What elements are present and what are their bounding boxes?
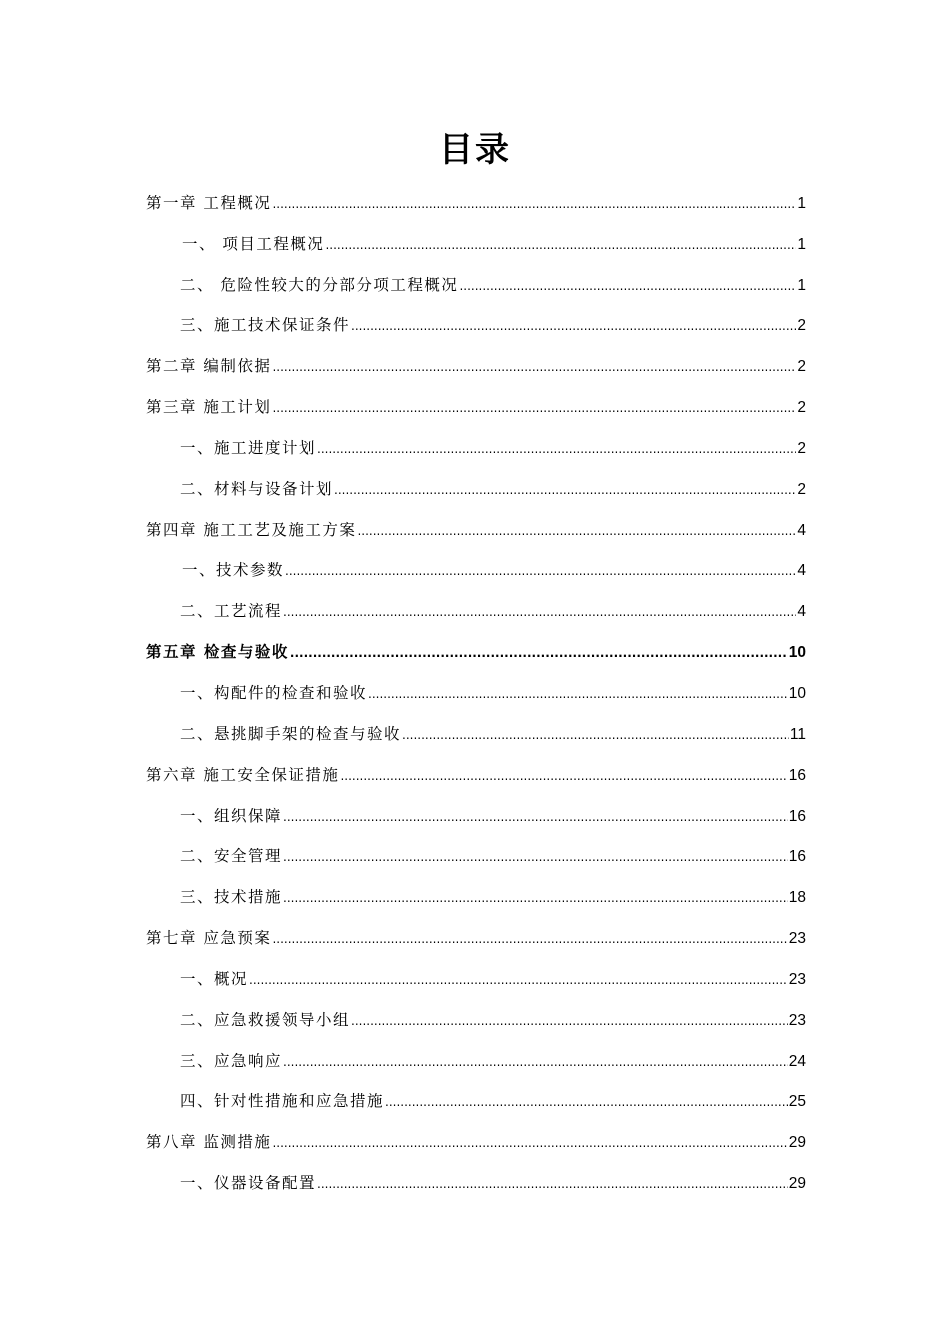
toc-label: 三、施工技术保证条件 <box>180 316 351 334</box>
toc-entry[interactable] <box>0 598 950 624</box>
toc-page-number: 11 <box>789 726 806 743</box>
toc-page-number: 18 <box>788 889 806 906</box>
toc-entry[interactable] <box>0 1048 950 1074</box>
toc-entry[interactable] <box>0 762 950 788</box>
toc-entry[interactable] <box>0 435 950 461</box>
toc-label: 二、悬挑脚手架的检查与验收 <box>180 725 402 743</box>
toc-entry[interactable] <box>0 353 950 379</box>
toc-entry[interactable] <box>0 1088 950 1114</box>
toc-label: 第四章 施工工艺及施工方案 <box>146 521 357 539</box>
toc-page-number: 4 <box>797 562 806 579</box>
toc-page-number: 16 <box>788 767 806 784</box>
toc-leader-dots <box>283 844 788 870</box>
toc-page-number: 2 <box>797 358 806 375</box>
toc-page-number: 10 <box>788 644 806 661</box>
toc-page-number: 1 <box>797 236 806 253</box>
toc-entry[interactable] <box>0 1007 950 1033</box>
toc-label: 二、材料与设备计划 <box>180 480 334 498</box>
toc-entry[interactable] <box>0 803 950 829</box>
toc-entry[interactable] <box>0 517 950 543</box>
toc-label: 一、施工进度计划 <box>180 439 317 457</box>
toc-entry[interactable] <box>0 1129 950 1155</box>
toc-label: 二、工艺流程 <box>180 602 283 620</box>
toc-leader-dots <box>285 558 796 584</box>
toc-entry[interactable] <box>0 680 950 706</box>
toc-leader-dots <box>317 436 796 462</box>
toc-leader-dots <box>272 354 796 380</box>
toc-label: 三、技术措施 <box>180 888 283 906</box>
toc-leader-dots <box>272 1130 787 1156</box>
toc-label: 一、组织保障 <box>180 807 283 825</box>
toc-entry[interactable] <box>0 925 950 951</box>
toc-page-number: 16 <box>788 808 806 825</box>
toc-label: 第七章 应急预案 <box>146 929 272 947</box>
toc-label: 一、仪器设备配置 <box>180 1174 317 1192</box>
toc-label: 第一章 工程概况 <box>146 194 272 212</box>
toc-entry[interactable] <box>0 476 950 502</box>
toc-label: 二、安全管理 <box>180 847 283 865</box>
toc-page-number: 4 <box>797 522 806 539</box>
toc-label: 一、概况 <box>180 970 249 988</box>
toc-page-number: 23 <box>788 971 806 988</box>
toc-leader-dots <box>368 681 788 707</box>
toc-leader-dots <box>283 885 788 911</box>
toc-label: 第六章 施工安全保证措施 <box>146 766 340 784</box>
toc-leader-dots <box>385 1089 788 1115</box>
toc-page-number: 4 <box>797 603 806 620</box>
toc-leader-dots <box>334 477 796 503</box>
toc-entry[interactable] <box>0 231 950 257</box>
toc-page-number: 1 <box>797 195 806 212</box>
toc-leader-dots <box>351 313 796 339</box>
toc-entry[interactable] <box>0 557 950 583</box>
toc-leader-dots <box>351 1008 788 1034</box>
toc-label: 第三章 施工计划 <box>146 398 272 416</box>
toc-label: 第二章 编制依据 <box>146 357 272 375</box>
toc-entry[interactable] <box>0 843 950 869</box>
toc-leader-dots <box>317 1171 788 1197</box>
toc-entry[interactable] <box>0 190 950 216</box>
toc-leader-dots <box>459 273 796 299</box>
toc-leader-dots <box>325 232 796 258</box>
toc-entry[interactable] <box>0 721 950 747</box>
toc-page-number: 23 <box>788 930 806 947</box>
page-title: 目录 <box>439 130 511 170</box>
toc-page-number: 24 <box>788 1053 806 1070</box>
toc-leader-dots <box>272 926 787 952</box>
toc-page-number: 10 <box>788 685 806 702</box>
toc-leader-dots <box>272 395 796 421</box>
toc-label: 第八章 监测措施 <box>146 1133 272 1151</box>
toc-leader-dots <box>283 599 796 625</box>
toc-entry[interactable] <box>0 272 950 298</box>
toc-page-number: 2 <box>797 317 806 334</box>
toc-page-number: 2 <box>797 440 806 457</box>
toc-entry[interactable] <box>0 884 950 910</box>
toc-label: 一、 项目工程概况 <box>182 235 325 253</box>
toc-leader-dots <box>249 967 788 993</box>
toc-leader-dots <box>290 640 788 666</box>
toc-label: 第五章 检查与验收 <box>146 643 289 661</box>
toc-leader-dots <box>283 1049 788 1075</box>
toc-label: 一、技术参数 <box>182 561 285 579</box>
toc-page-number: 29 <box>788 1134 806 1151</box>
toc-entry[interactable] <box>0 966 950 992</box>
toc-leader-dots <box>340 763 787 789</box>
toc-entry[interactable] <box>0 312 950 338</box>
toc-page-number: 16 <box>788 848 806 865</box>
toc-label: 三、应急响应 <box>180 1052 283 1070</box>
toc-page-number: 2 <box>797 399 806 416</box>
toc-page-number: 29 <box>788 1175 806 1192</box>
toc-entry[interactable] <box>0 1170 950 1196</box>
toc-leader-dots <box>272 191 796 217</box>
toc-leader-dots <box>402 722 789 748</box>
toc-label: 二、 危险性较大的分部分项工程概况 <box>180 276 459 294</box>
toc-label: 四、针对性措施和应急措施 <box>180 1092 385 1110</box>
toc-leader-dots <box>283 804 788 830</box>
toc-entry[interactable] <box>0 639 950 665</box>
toc-label: 二、应急救援领导小组 <box>180 1011 351 1029</box>
toc-page-number: 2 <box>797 481 806 498</box>
toc-leader-dots <box>357 518 796 544</box>
toc-entry[interactable] <box>0 394 950 420</box>
toc-page-number: 23 <box>788 1012 806 1029</box>
toc-page-number: 1 <box>797 277 806 294</box>
toc-label: 一、构配件的检查和验收 <box>180 684 368 702</box>
toc-page-number: 25 <box>788 1093 806 1110</box>
